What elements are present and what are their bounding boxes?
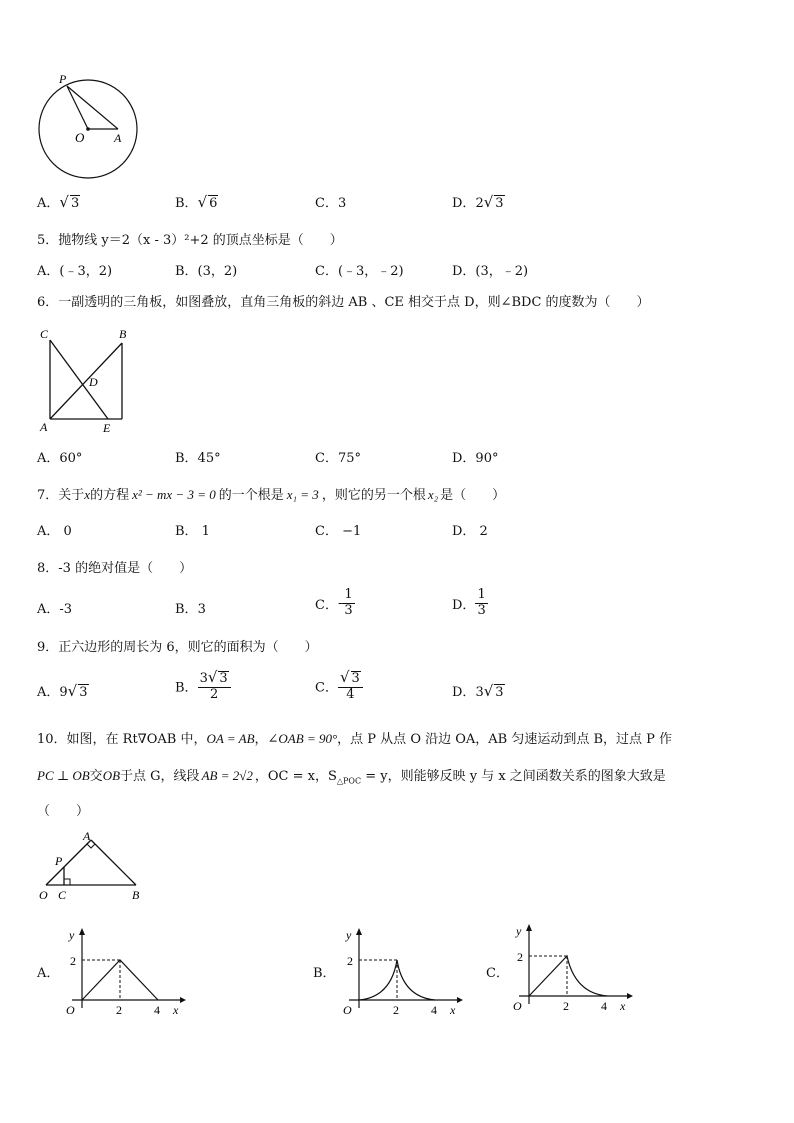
graph-curve (529, 956, 607, 996)
q10-graph-a (56, 925, 190, 1017)
fraction: $\frac{3√ 3}{2}$ (198, 669, 231, 703)
fraction: $\frac{1}{3}$ (477, 587, 486, 618)
label-o: O (75, 130, 85, 145)
right-angle-c (64, 879, 70, 885)
x-tick-label-1: 2 (116, 1003, 122, 1017)
label-c: C (40, 327, 49, 341)
y-tick-label: 2 (70, 954, 76, 968)
triangle-figure (36, 324, 136, 436)
q4-option-d[interactable]: D．2√ 3 (452, 193, 504, 211)
q8-text: 8．-3 的绝对值是（ ） (37, 561, 193, 576)
q4-option-a[interactable]: A．√ 3 (37, 193, 80, 211)
x-tick-label-2: 4 (601, 999, 607, 1013)
segment-ab (91, 840, 136, 885)
origin-label: O (513, 999, 522, 1013)
axis-label-x: x (450, 1003, 456, 1017)
q9-option-d[interactable]: D．3√ 3 (452, 682, 504, 700)
label-o: O (39, 888, 48, 902)
y-arrow (79, 928, 85, 935)
origin-label: O (343, 1003, 352, 1017)
label-b: B (132, 888, 140, 902)
fraction: $\frac{1}{3}$ (344, 587, 353, 618)
q7-option-c[interactable]: C． −1 (315, 524, 362, 539)
q5-option-b[interactable]: B．(3，2) (175, 264, 238, 279)
circle-figure (30, 72, 145, 182)
axis-label-x: x (620, 999, 626, 1013)
x-tick-label-2: 4 (431, 1003, 437, 1017)
label-d: D (89, 375, 98, 389)
q5-option-c[interactable]: C．(﹣3，﹣2) (315, 264, 404, 279)
q8-option-d[interactable]: D． $\frac{1}{3}$ (452, 587, 486, 618)
q10-option-c[interactable]: C． (486, 966, 509, 981)
y-tick-label: 2 (517, 950, 523, 964)
q7-option-d[interactable]: D． 2 (452, 524, 488, 539)
axis-label-y: y (516, 924, 522, 938)
q4-option-c[interactable]: C．3 (315, 196, 347, 211)
q10-triangle-figure (36, 828, 148, 904)
q10-option-b[interactable]: B． (313, 966, 336, 981)
origin-label: O (66, 1003, 75, 1017)
q5-option-a[interactable]: A．(﹣3，2) (37, 264, 113, 279)
right-angle-a (87, 844, 95, 848)
y-arrow (356, 928, 362, 935)
q6-option-c[interactable]: C．75° (315, 451, 361, 466)
q10-option-a[interactable]: A． (37, 966, 60, 981)
center-dot (86, 127, 90, 131)
axis-label-x: x (173, 1003, 179, 1017)
q10-graph-b (333, 925, 467, 1017)
q6-option-b[interactable]: B．45° (175, 451, 221, 466)
axis-label-y: y (346, 928, 352, 942)
q6-option-d[interactable]: D．90° (452, 451, 499, 466)
q6-text: 6．一副透明的三角板，如图叠放，直角三角板的斜边 AB 、CE 相交于点 D，则∠BDC 的度数为（ ） (37, 295, 650, 310)
q10-line2: PC ⊥ OB交OB于点 G，线段 AB = 2√2 ，OC = x，$S_{\triangle POC} = y$，则能够反映 y 与 x 之间函数关系的图象大致是 (37, 768, 666, 786)
x-tick-label-1: 2 (393, 1003, 399, 1017)
label-p: P (59, 72, 67, 86)
segment-pa (67, 86, 118, 129)
y-tick-label: 2 (347, 954, 353, 968)
label-p: P (55, 854, 63, 868)
x-arrow (627, 993, 633, 999)
label-c: C (58, 888, 67, 902)
x-tick-label-2: 4 (154, 1003, 160, 1017)
q4-option-b[interactable]: B．√ 6 (175, 193, 218, 211)
q7-option-b[interactable]: B． 1 (175, 524, 210, 539)
q7-option-a[interactable]: A． 0 (37, 524, 72, 539)
q6-option-a[interactable]: A．60° (37, 451, 83, 466)
x-arrow (457, 997, 463, 1003)
x-tick-label-1: 2 (563, 999, 569, 1013)
q7-text: 7．关于x的方程 x² − mx − 3 = 0 的一个根是 x₁ = 3 ，则它的另一个根 x₂ 是（ ） (37, 487, 506, 503)
q8-option-a[interactable]: A．-3 (37, 602, 73, 617)
q9-option-a[interactable]: A．9√ 3 (37, 682, 88, 700)
q10-graph-c (503, 921, 637, 1013)
q8-option-c[interactable]: C．- $\frac{1}{3}$ (315, 587, 353, 618)
x-arrow (180, 997, 186, 1003)
q9-option-b[interactable]: B． $\frac{3√ 3}{2}$ (175, 669, 231, 703)
label-e: E (103, 421, 111, 435)
label-b: B (119, 327, 127, 341)
label-a: A (40, 420, 48, 434)
q5-option-d[interactable]: D．(3，﹣2) (452, 264, 529, 279)
axis-label-y: y (69, 928, 75, 942)
q10-line1: 10．如图，在 Rt∇OAB 中，OA = AB，∠OAB = 90°，点 P 从点 O 沿边 OA，AB 匀速运动到点 B，过点 P 作 (37, 731, 673, 747)
q8-option-b[interactable]: B．3 (175, 602, 206, 617)
q10-line3: （ ） (37, 804, 90, 819)
fraction: $\frac{√ 3}{4}$ (338, 669, 363, 703)
q9-option-c[interactable]: C． $\frac{√ 3}{4}$ (315, 669, 363, 703)
label-a: A (83, 829, 91, 843)
q9-text: 9．正六边形的周长为 6，则它的面积为（ ） (37, 640, 318, 655)
q5-text: 5．抛物线 y＝2（x - 3）²+2 的顶点坐标是（ ） (37, 233, 343, 248)
segment-po (67, 86, 88, 129)
segment-ce (50, 340, 108, 419)
segment-oa (46, 840, 91, 885)
label-a: A (114, 131, 122, 145)
y-arrow (526, 924, 532, 931)
